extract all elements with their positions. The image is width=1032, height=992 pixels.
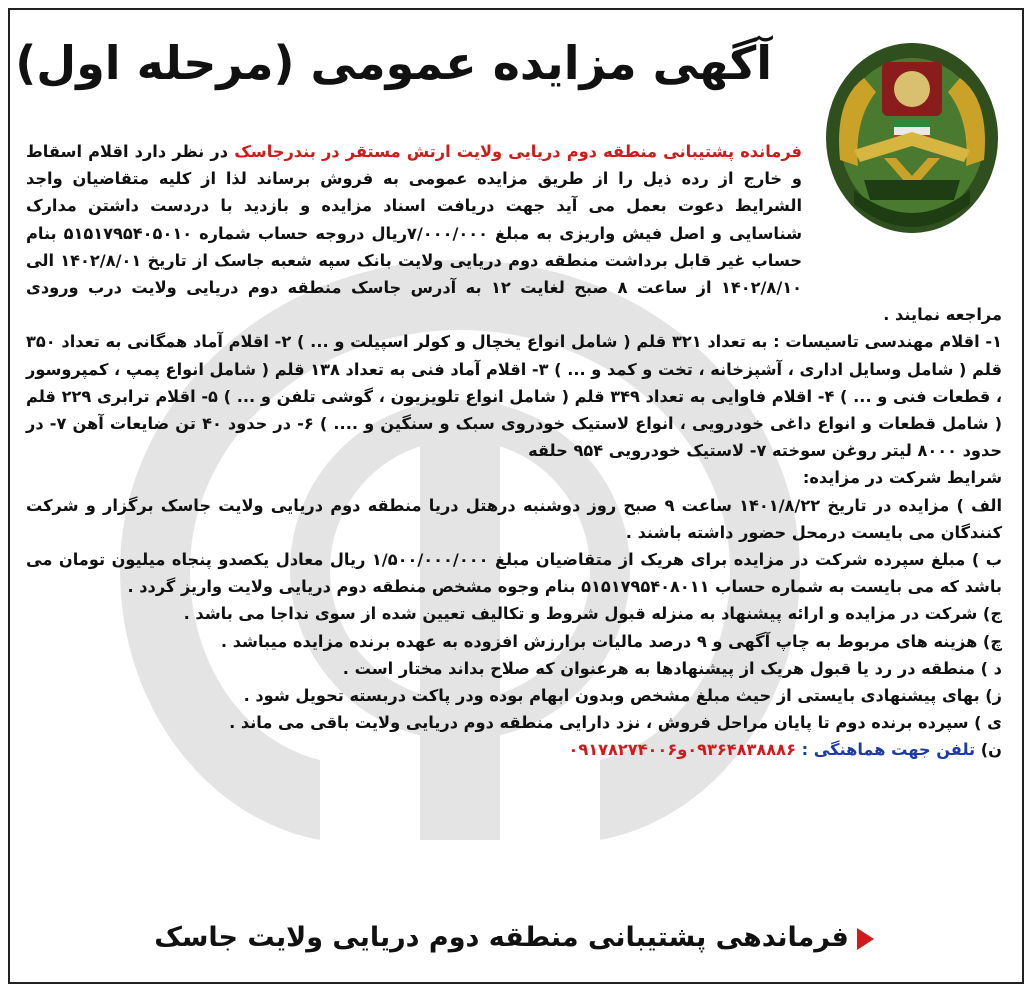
emblem-space	[802, 138, 1002, 276]
condition-dal: د ) منطقه در رد یا قبول هریک از پیشنهادها به هرعنوان که صلاح بداند مختار است .	[342, 658, 1002, 678]
intro-text: در نظر دارد اقلام اسقاط و خارج از رده ذیل را از طریق مزایده عمومی به فروش برساند لذا از کلیه متقاضیان واجد الشرایط دعوت بعمل می آید جهت دریافت اسناد مزایده و بازدید با دردست داشتن مدارک شناسایی و اصل فیش واریزی به مبلغ ۷/۰۰۰/۰۰۰ریال دروجه حساب شماره ۵۱۵۱۷۹۵۴۰۵۰۱۰ بنام حساب غیر قابل برداشت منطقه دوم دریایی ولایت بانک سپه شعبه جاسک از تاریخ ۱۴۰۲/۸/۰۱ الی ۱۴۰۲/۸/۱۰ از ساعت ۸ صبح لغایت ۱۲ به آدرس جاسک منطقه دوم دریایی ولایت درب ورودی مراجعه نمایند .	[26, 142, 1002, 325]
contact-phone	[26, 736, 1002, 763]
condition-jim: ج) شرکت در مزایده و ارائه پیشنهاد به منزله قبول شروط و تکالیف تعیین شده از سوی نداجا می باشد .	[183, 604, 1002, 624]
condition-ze: ز) بهای پیشنهادی بایستی از حیث مبلغ مشخص وبدون ابهام بوده ودر پاکت دربسته تحویل شود .	[243, 686, 1002, 706]
condition-che: چ) هزینه های مربوط به چاپ آگهی و ۹ درصد مالیات برارزش افزوده به عهده برنده مزایده میباشد .	[220, 631, 1002, 651]
notice-title: آگهی مزایده عمومی (مرحله اول)	[15, 36, 772, 90]
items-list: ۱- اقلام مهندسی تاسیسات : به تعداد ۳۲۱ قلم ( شامل انواع یخچال و کولر اسپیلت و ... ) ۲- اقلام آماد همگانی به تعداد ۳۵۰ قلم ( شامل وسایل اداری ، آشپزخانه ، تخت و کمد و ... ) ۳- اقلام آماد فنی به تعداد ۱۳۸ قلم ( شامل انواع پمپ ، کمپروسور ، قطعات فنی و ... ) ۴- اقلام فاوایی به تعداد ۳۴۹ قلم ( شامل انواع تلویزیون ، گوشی تلفن و ... ) ۵- اقلام ترابری ۲۲۹ قلم ( شامل قطعات و انواع داغی خودرویی ، انواع لاستیک خودروی سبک و سنگین و .... ) ۶- در حدود ۴۰ تن ضایعات آهن ۷- در حدود ۸۰۰۰ لیتر روغن سوخته ۷- لاستیک خودرویی ۹۵۴ حلقه	[26, 332, 1003, 461]
condition-alef: الف ) مزایده در تاریخ ۱۴۰۱/۸/۲۲ ساعت ۹ صبح روز دوشنبه درهتل دریا منطقه دوم دریایی ولایت جاسک برگزار و شرکت کنندگان می بایست درمحل حضور داشته باشند .	[26, 495, 1002, 542]
intro-paragraph	[26, 138, 1002, 328]
phone-label: تلفن جهت هماهنگی :	[795, 740, 976, 760]
notice-frame	[8, 8, 1024, 984]
phone-prefix: ن)	[975, 740, 1002, 760]
footer-signature	[26, 922, 1002, 953]
issuer-highlight: فرمانده پشتیبانی منطقه دوم دریایی ولایت ارتش مستقر در بندرجاسک	[234, 142, 802, 161]
conditions-title: شرایط شرکت در مزایده:	[802, 468, 1002, 488]
phone-numbers: ۰۹۳۶۴۸۳۸۸۸۶و۰۹۱۷۸۲۷۴۰۰۶	[568, 740, 796, 760]
footer-text: فرماندهی پشتیبانی منطقه دوم دریایی ولایت جاسک	[154, 922, 849, 953]
condition-be: ب ) مبلغ سپرده شرکت در مزایده برای هریک از متقاضیان مبلغ ۱/۵۰۰/۰۰۰/۰۰۰ ریال معادل یکصدو پنجاه میلیون تومان می باشد که می بایست به شماره حساب ۵۱۵۱۷۹۵۴۰۸۰۱۱ بنام وجوه مشخص منطقه دوم دریایی ولایت واریز گردد .	[26, 550, 1003, 597]
arrow-left-icon	[857, 928, 874, 950]
notice-body	[26, 138, 1002, 764]
condition-ye: ی ) سپرده برنده دوم تا پایان مراحل فروش ، نزد دارایی منطقه دوم دریایی ولایت باقی می ماند .	[229, 713, 1002, 733]
